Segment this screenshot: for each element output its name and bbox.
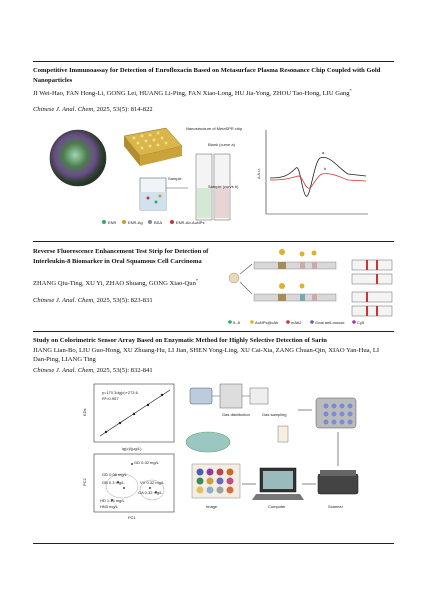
- pca-plot: [82, 454, 174, 520]
- svg-text:Scanner: Scanner: [328, 504, 343, 509]
- article-1-journal: Chinese J. Anal. Chem, 2025, 53(5): 814-822: [33, 106, 153, 113]
- pond-image: [186, 432, 230, 452]
- test-strip-bottom: [254, 283, 336, 301]
- svg-text:Computer: Computer: [268, 504, 286, 509]
- equation-label: y=170.3•lg(c)+273.6: [102, 390, 138, 395]
- legend-1: [102, 220, 204, 225]
- readout-strips: [352, 260, 392, 316]
- article-1-title: Competitive Immunoassay for Detection of Enrofloxacin Based on Metasurface Plasma Resonance Chip Coupled with Gold Nanoparticles: [33, 67, 381, 84]
- sensor-array-image: [316, 398, 356, 428]
- scanner-image: [318, 470, 358, 509]
- x-axis-label: lg(c)/(μg/L): [122, 446, 142, 451]
- svg-text:HN3 mg/L: HN3 mg/L: [100, 504, 119, 509]
- gold-chip-image: [124, 128, 182, 166]
- top-rule: [33, 61, 394, 62]
- svg-text:GB 0.3 mg/L: GB 0.3 mg/L: [102, 480, 125, 485]
- y-axis-label: Δ A.u.: [256, 168, 261, 179]
- article-3-authors: JIANG Lian-Bo, LIU Guo-Hong, XU Zhuang-Hu, LI Jian, SHEN Yong-Ling, XU Cai-Xia, ZANG Chuan-Qin, XIAO Yan-Hua, LI Dan-Ping, LIANG Ting: [33, 347, 380, 364]
- svg-text:PC2: PC2: [82, 478, 87, 486]
- beaker-image: [140, 178, 166, 210]
- curve-b-label: b: [324, 166, 327, 171]
- legend-2: [228, 320, 365, 325]
- y-axis-label: EDs: [82, 408, 87, 416]
- sample-curve-label: Sample (curve b): [208, 184, 239, 189]
- spectrum-plot: [256, 130, 368, 214]
- svg-text:Goat anti-mouse: Goat anti-mouse: [315, 320, 345, 325]
- chip-label: Nanostructure of MetaSPR chip: [186, 126, 243, 131]
- article-3-title: Study on Colorimetric Sensor Array Based on Enzymatic Method for Highly Selective Detection of Sarin: [33, 337, 327, 344]
- svg-text:BSA: BSA: [154, 220, 163, 225]
- article-1-authors: JI Wei-Hao, FAN Hong-Li, GONG Lei, HUANG Li-Ping, FAN Xiao-Long, HU Jia-Yong, ZHOU Tao-Hong, LIU Gang*: [33, 88, 352, 98]
- svg-text:ENR: ENR: [108, 220, 117, 225]
- sample-drop-image: [229, 273, 239, 283]
- svg-text:Gas sampling: Gas sampling: [262, 412, 287, 417]
- svg-text:Gas distribution: Gas distribution: [222, 412, 250, 417]
- article-3-figure: [72, 380, 372, 520]
- test-strip-top: [254, 249, 336, 269]
- calibration-plot: [82, 384, 174, 451]
- svg-text:AuNPs@cAb: AuNPs@cAb: [255, 320, 279, 325]
- article-2-journal: Chinese J. Anal. Chem, 2025, 53(5): 823-831: [33, 297, 153, 304]
- curve-a-label: a: [322, 150, 325, 155]
- svg-text:GD 0.06 mg/L: GD 0.06 mg/L: [102, 472, 127, 477]
- divider-1: [33, 241, 394, 242]
- svg-text:GA 0.32 mg/L: GA 0.32 mg/L: [138, 490, 163, 495]
- svg-text:IL-8: IL-8: [233, 320, 240, 325]
- svg-text:ENR-Ag: ENR-Ag: [128, 220, 143, 225]
- svg-text:Image: Image: [206, 504, 218, 509]
- article-2-title: Reverse Fluorescence Enhancement Test Strip for Detection of Interleukin-8 Biomarker in Oral Squamous Cell Carcinoma: [33, 248, 209, 265]
- article-2-figure: [226, 244, 396, 326]
- sample-label: Sample: [168, 176, 182, 181]
- svg-text:HD 1.16 mg/L: HD 1.16 mg/L: [100, 498, 125, 503]
- chip-wafer-image: [50, 130, 106, 186]
- svg-text:PC1: PC1: [128, 515, 136, 520]
- blank-label: Blank (curve a): [208, 142, 235, 147]
- r2-label: R²=0.957: [102, 396, 119, 401]
- svg-text:GD 0.32 mg/L: GD 0.32 mg/L: [134, 460, 159, 465]
- bottom-rule: [33, 543, 394, 544]
- color-image-grid: [192, 464, 240, 509]
- svg-text:Cy5: Cy5: [357, 320, 365, 325]
- divider-2: [33, 331, 394, 332]
- computer-image: [252, 468, 304, 509]
- article-3-journal: Chinese J. Anal. Chem, 2025, 53(5): 832-841: [33, 367, 153, 374]
- article-1-figure: [48, 118, 378, 228]
- svg-text:VX 0.32 mg/L: VX 0.32 mg/L: [140, 480, 165, 485]
- svg-text:mAb2: mAb2: [291, 320, 302, 325]
- article-2-authors: ZHANG Qiu-Ting, XU Yi, ZHAO Shuang, GONG Xiao-Qun*: [33, 278, 199, 288]
- svg-text:ENR-Ab-AuNPs: ENR-Ab-AuNPs: [176, 220, 205, 225]
